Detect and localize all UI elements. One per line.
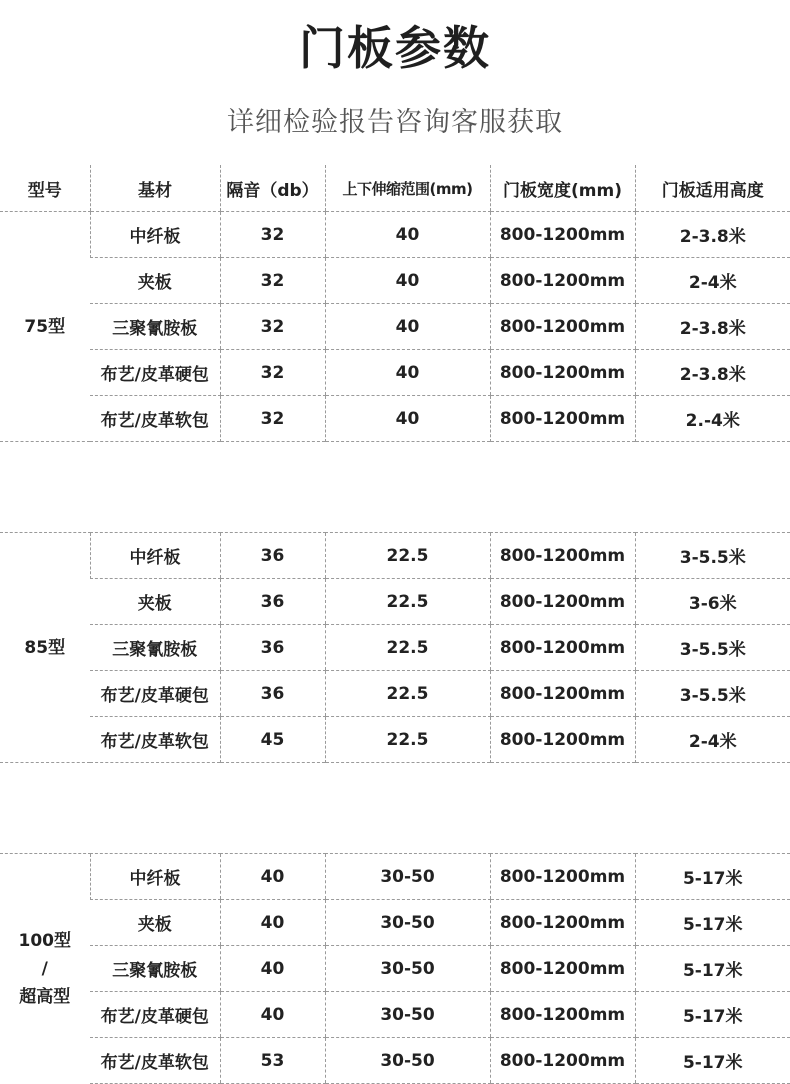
panel-width-cell: 800-1200mm <box>490 350 635 396</box>
material-cell: 中纤板 <box>90 212 220 258</box>
sound-insulation-cell: 36 <box>220 579 325 625</box>
panel-height-cell: 3-5.5米 <box>635 625 790 671</box>
group-gap <box>0 487 790 533</box>
header-model: 型号 <box>0 165 90 212</box>
material-cell: 中纤板 <box>90 854 220 900</box>
range-cell: 30-50 <box>325 854 490 900</box>
panel-width-cell: 800-1200mm <box>490 946 635 992</box>
panel-width-cell: 800-1200mm <box>490 900 635 946</box>
header-width: 门板宽度(mm) <box>490 165 635 212</box>
panel-width-cell: 800-1200mm <box>490 992 635 1038</box>
panel-height-cell: 5-17米 <box>635 946 790 992</box>
range-cell: 40 <box>325 304 490 350</box>
sound-insulation-cell: 32 <box>220 350 325 396</box>
material-cell: 布艺/皮革硬包 <box>90 350 220 396</box>
material-cell: 布艺/皮革硬包 <box>90 671 220 717</box>
sound-insulation-cell: 40 <box>220 992 325 1038</box>
sound-insulation-cell: 32 <box>220 212 325 258</box>
panel-height-cell: 3-5.5米 <box>635 671 790 717</box>
panel-width-cell: 800-1200mm <box>490 396 635 442</box>
panel-height-cell: 2.-4米 <box>635 396 790 442</box>
material-cell: 三聚氰胺板 <box>90 946 220 992</box>
header-height: 门板适用高度 <box>635 165 790 212</box>
sound-insulation-cell: 36 <box>220 625 325 671</box>
panel-width-cell: 800-1200mm <box>490 304 635 350</box>
material-cell: 中纤板 <box>90 533 220 579</box>
range-cell: 30-50 <box>325 1038 490 1084</box>
panel-height-cell: 5-17米 <box>635 992 790 1038</box>
material-cell: 三聚氰胺板 <box>90 625 220 671</box>
panel-height-cell: 5-17米 <box>635 900 790 946</box>
range-cell: 40 <box>325 350 490 396</box>
model-label: 超高型 <box>19 986 71 1007</box>
range-cell: 22.5 <box>325 717 490 763</box>
range-cell: 40 <box>325 258 490 304</box>
sound-insulation-cell: 45 <box>220 717 325 763</box>
sound-insulation-cell: 36 <box>220 671 325 717</box>
panel-width-cell: 800-1200mm <box>490 625 635 671</box>
group-gap <box>0 808 790 854</box>
panel-height-cell: 2-4米 <box>635 258 790 304</box>
material-cell: 夹板 <box>90 258 220 304</box>
panel-width-cell: 800-1200mm <box>490 854 635 900</box>
model-cell <box>0 533 90 763</box>
table-row <box>0 625 790 671</box>
panel-width-cell: 800-1200mm <box>490 533 635 579</box>
range-cell: 30-50 <box>325 946 490 992</box>
gap-cell <box>0 763 790 809</box>
table-row <box>0 1038 790 1084</box>
table-header-row <box>0 165 790 212</box>
panel-height-cell: 3-6米 <box>635 579 790 625</box>
material-cell: 夹板 <box>90 579 220 625</box>
material-cell: 布艺/皮革硬包 <box>90 992 220 1038</box>
model-label: 85型 <box>24 637 66 658</box>
panel-height-cell: 2-3.8米 <box>635 304 790 350</box>
panel-height-cell: 5-17米 <box>635 1038 790 1084</box>
range-cell: 22.5 <box>325 625 490 671</box>
panel-width-cell: 800-1200mm <box>490 717 635 763</box>
gap-cell <box>0 487 790 533</box>
table-row <box>0 304 790 350</box>
sound-insulation-cell: 32 <box>220 258 325 304</box>
sound-insulation-cell: 40 <box>220 946 325 992</box>
page-subtitle: 详细检验报告咨询客服获取 <box>227 107 563 138</box>
table-row <box>0 946 790 992</box>
sound-insulation-cell: 40 <box>220 900 325 946</box>
header-material: 基材 <box>90 165 220 212</box>
panel-width-cell: 800-1200mm <box>490 671 635 717</box>
gap-cell <box>0 442 790 488</box>
range-cell: 30-50 <box>325 900 490 946</box>
table-row <box>0 717 790 763</box>
material-cell: 三聚氰胺板 <box>90 304 220 350</box>
model-cell <box>0 854 90 1084</box>
spec-table <box>0 165 790 1084</box>
sound-insulation-cell: 53 <box>220 1038 325 1084</box>
sound-insulation-cell: 36 <box>220 533 325 579</box>
range-cell: 40 <box>325 212 490 258</box>
group-gap <box>0 763 790 809</box>
panel-width-cell: 800-1200mm <box>490 579 635 625</box>
panel-height-cell: 2-3.8米 <box>635 350 790 396</box>
range-cell: 22.5 <box>325 671 490 717</box>
table-row <box>0 671 790 717</box>
model-cell <box>0 212 90 442</box>
panel-height-cell: 5-17米 <box>635 854 790 900</box>
table-row <box>0 396 790 442</box>
header-sound: 隔音（db） <box>220 165 325 212</box>
range-cell: 40 <box>325 396 490 442</box>
table-row <box>0 854 790 900</box>
material-cell: 夹板 <box>90 900 220 946</box>
sound-insulation-cell: 40 <box>220 854 325 900</box>
gap-cell <box>0 808 790 854</box>
material-cell: 布艺/皮革软包 <box>90 1038 220 1084</box>
panel-width-cell: 800-1200mm <box>490 212 635 258</box>
panel-height-cell: 2-4米 <box>635 717 790 763</box>
group-gap <box>0 442 790 488</box>
model-label: 100型 <box>18 930 71 951</box>
table-body <box>0 212 790 1084</box>
table-row <box>0 900 790 946</box>
sound-insulation-cell: 32 <box>220 396 325 442</box>
table-row <box>0 579 790 625</box>
range-cell: 22.5 <box>325 533 490 579</box>
sound-insulation-cell: 32 <box>220 304 325 350</box>
panel-width-cell: 800-1200mm <box>490 1038 635 1084</box>
table-row <box>0 212 790 258</box>
header-range: 上下伸缩范围(mm) <box>325 165 490 212</box>
model-label: / <box>41 958 48 979</box>
panel-width-cell: 800-1200mm <box>490 258 635 304</box>
range-cell: 30-50 <box>325 992 490 1038</box>
table-row <box>0 350 790 396</box>
table-row <box>0 533 790 579</box>
range-cell: 22.5 <box>325 579 490 625</box>
panel-height-cell: 2-3.8米 <box>635 212 790 258</box>
model-label: 75型 <box>24 316 66 337</box>
panel-height-cell: 3-5.5米 <box>635 533 790 579</box>
table-row <box>0 992 790 1038</box>
material-cell: 布艺/皮革软包 <box>100 732 209 752</box>
material-cell: 布艺/皮革软包 <box>100 411 209 431</box>
table-row <box>0 258 790 304</box>
page-title: 门板参数 <box>299 21 491 75</box>
